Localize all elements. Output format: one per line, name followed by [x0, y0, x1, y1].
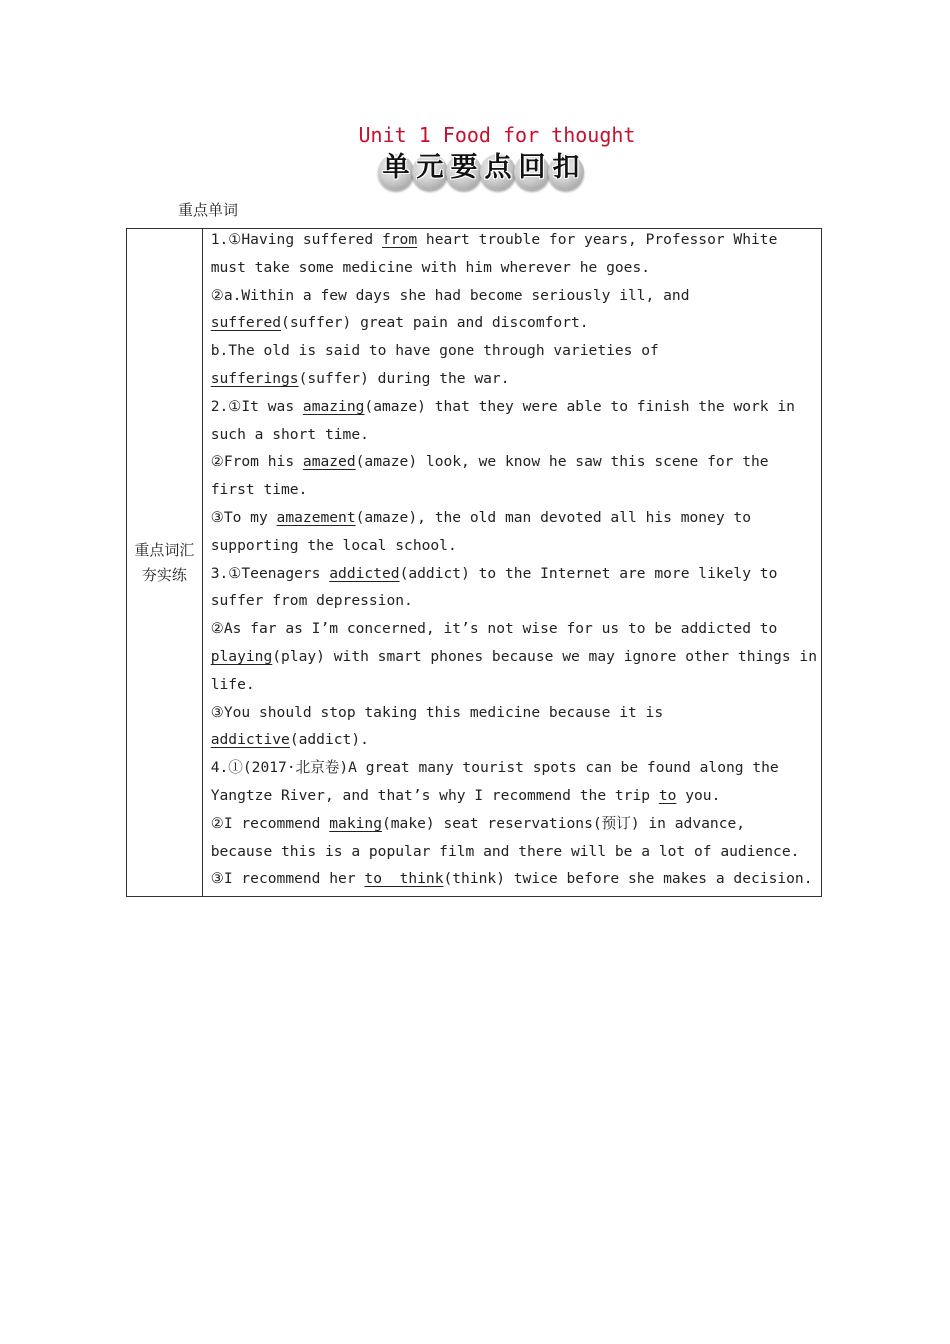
answer-blank: amazing — [302, 397, 365, 415]
exercise-text: ③To my — [210, 508, 277, 526]
exercise-text: (suffer) during the war. — [298, 369, 510, 387]
answer-blank: to — [658, 786, 677, 804]
exercise-line — [211, 782, 817, 810]
answer-blank: amazement — [276, 508, 356, 526]
section-label: 重点单词 — [178, 201, 239, 219]
exercise-line — [211, 282, 817, 310]
exercise-line — [211, 254, 817, 282]
banner-char: 点 — [484, 151, 512, 183]
exercise-text: (amaze), the old man devoted all his money to — [355, 508, 752, 526]
exercise-line — [211, 476, 817, 504]
answer-blank: making — [329, 814, 382, 832]
answer-blank: from — [381, 231, 418, 248]
exercise-line — [211, 560, 817, 588]
exercise-line — [211, 393, 817, 421]
banner-char: 单 — [382, 151, 410, 183]
exercise-table — [126, 228, 822, 897]
exercise-text: (make) seat reservations(预订) in advance, — [381, 814, 746, 832]
answer-blank: playing — [210, 647, 273, 665]
exercise-line — [211, 448, 817, 476]
exercise-line — [211, 309, 817, 337]
exercise-text: b.The old is said to have gone through varieties of — [210, 342, 659, 360]
exercise-text: supporting the local school. — [210, 536, 457, 554]
exercise-text: you. — [676, 786, 721, 804]
exercise-text: 4.①(2017·北京卷)A great many tourist spots can be found along the — [210, 759, 779, 777]
answer-blank: suffered — [210, 314, 282, 332]
exercise-text: because this is a popular film and there will be a lot of audience. — [210, 842, 800, 860]
banner-bead — [514, 151, 550, 190]
banner-bead — [378, 151, 414, 190]
exercise-line — [211, 754, 817, 782]
exercise-text: life. — [210, 675, 255, 693]
exercise-line — [211, 532, 817, 560]
exercise-text: (addict) to the Internet are more likely to — [399, 564, 778, 582]
banner-char: 回 — [518, 151, 546, 183]
section-banner — [378, 152, 582, 192]
exercise-text: first time. — [210, 481, 308, 499]
exercise-text: suffer from depression. — [210, 592, 413, 610]
answer-blank: to think — [364, 870, 444, 888]
exercise-text: ②a.Within a few days she had become seriously ill, and — [210, 286, 690, 304]
exercise-line — [211, 726, 817, 754]
answer-blank: addicted — [329, 564, 400, 582]
exercise-text: (amaze) that they were able to finish the work in — [364, 397, 795, 415]
exercise-text: (addict). — [289, 731, 369, 749]
exercise-text: (play) with smart phones because we may ignore other things in — [272, 647, 817, 665]
answer-blank: amazed — [302, 453, 356, 471]
unit-title: Unit 1 Food for thought — [358, 123, 636, 147]
exercise-line — [211, 226, 817, 254]
exercise-line — [211, 643, 817, 671]
exercise-text: Yangtze River, and that’s why I recommend the trip — [210, 786, 659, 804]
exercise-line — [211, 421, 817, 449]
exercise-text: 3.①Teenagers — [210, 564, 330, 582]
exercise-cell — [203, 229, 821, 896]
exercise-text: (amaze) look, we know he saw this scene for the — [355, 453, 769, 471]
answer-blank: sufferings — [210, 369, 299, 387]
banner-bead — [412, 151, 448, 190]
exercise-line — [211, 365, 817, 393]
exercise-line — [211, 810, 817, 838]
exercise-line — [211, 504, 817, 532]
exercise-line — [211, 838, 817, 866]
category-label: 重点词汇夯实练 — [134, 540, 195, 584]
exercise-text: such a short time. — [210, 425, 369, 443]
exercise-line — [211, 337, 817, 365]
banner-char: 要 — [450, 151, 478, 183]
exercise-line — [211, 615, 817, 643]
exercise-text: (think) twice before she makes a decision. — [443, 870, 813, 888]
exercise-line — [211, 671, 817, 699]
banner-bead — [548, 151, 584, 190]
banner-bead — [480, 151, 516, 190]
exercise-text: heart trouble for years, Professor White — [417, 231, 778, 248]
exercise-line — [211, 865, 817, 893]
exercise-text: (suffer) great pain and discomfort. — [281, 314, 589, 332]
exercise-text: 2.①It was — [210, 397, 303, 415]
exercise-line — [211, 699, 817, 727]
category-cell — [127, 229, 203, 896]
exercise-text: 1.①Having suffered — [210, 231, 382, 248]
exercise-text: ②As far as I’m concerned, it’s not wise for us to be addicted to — [210, 620, 778, 638]
exercise-text: ②I recommend — [210, 814, 330, 832]
banner-char: 扣 — [552, 151, 580, 183]
exercise-text: ③I recommend her — [210, 870, 365, 888]
exercise-text: ②From his — [210, 453, 303, 471]
answer-blank: addictive — [210, 731, 290, 749]
exercise-line — [211, 587, 817, 615]
banner-char: 元 — [416, 151, 444, 183]
banner-bead — [446, 151, 482, 190]
exercise-text: must take some medicine with him wherever he goes. — [210, 258, 651, 276]
exercise-text: ③You should stop taking this medicine because it is — [210, 703, 664, 721]
